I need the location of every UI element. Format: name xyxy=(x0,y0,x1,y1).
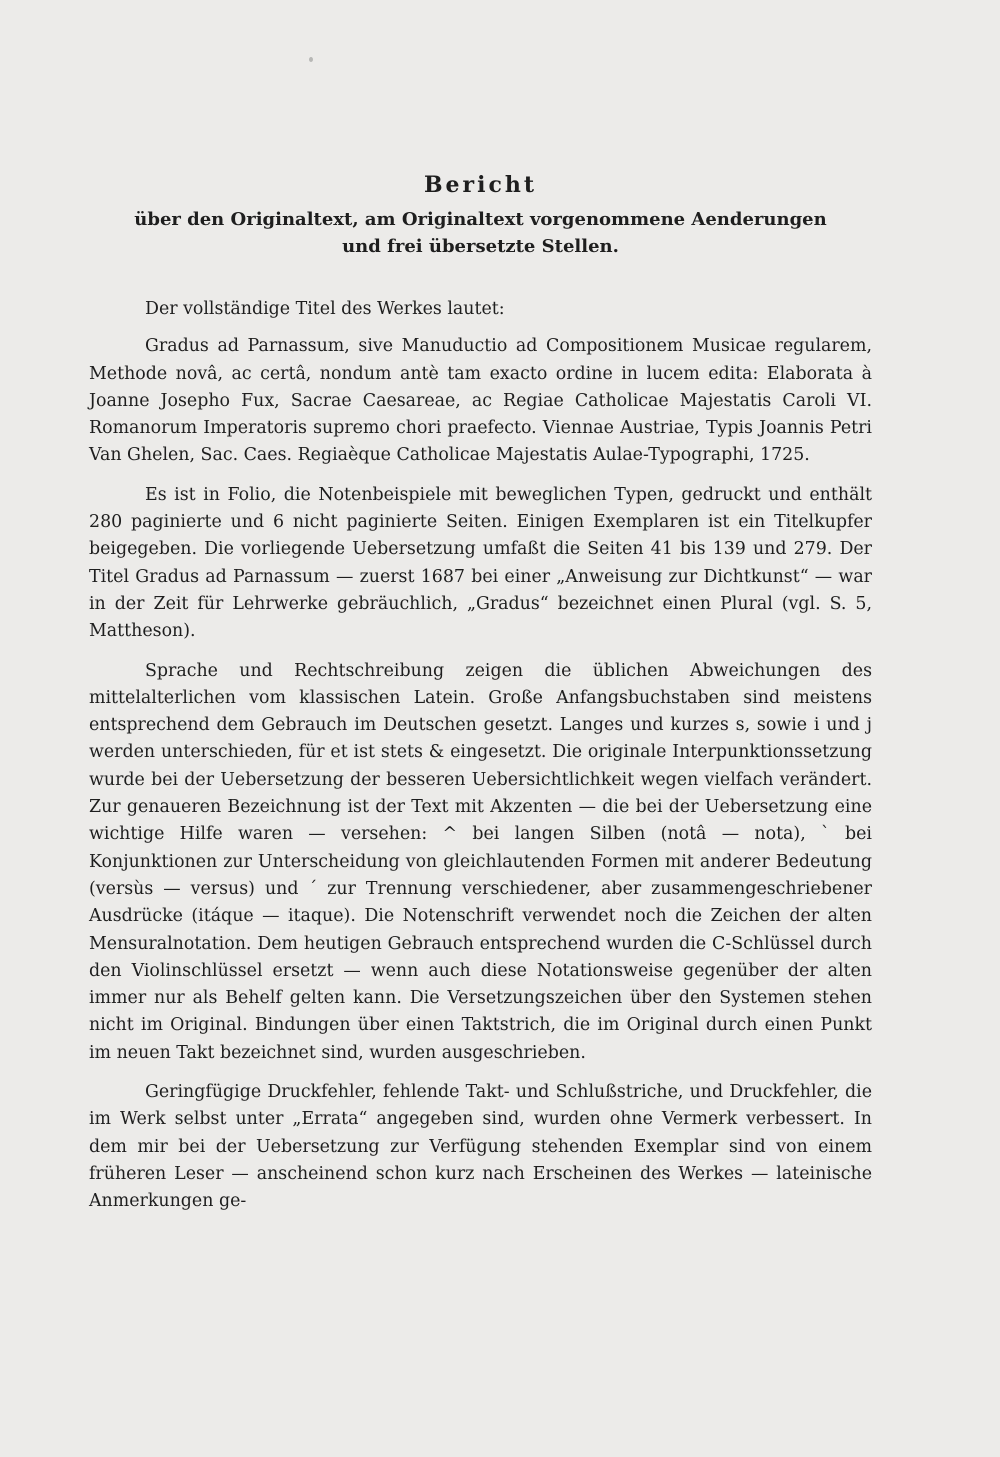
page-heading: Bericht xyxy=(423,172,538,198)
page-subheading xyxy=(89,206,872,260)
report-text xyxy=(89,168,872,1216)
subheading-line-1: über den Originaltext, am Originaltext vorgenommene Aenderungen xyxy=(134,209,827,230)
subheading-line-2: und frei übersetzte Stellen. xyxy=(342,236,619,257)
paragraph-orthography: Sprache und Rechtschreibung zeigen die üblichen Abweichungen des mittelalterlichen vom klassischen Latein. Große Anfangsbuchstaben sind meistens entsprechend dem Gebrauch im Deutschen gesetzt. Langes und kurzes s, sowie i und j werden unterschieden, für et ist stets & eingesetzt. Die originale Interpunktionssetzung wurde bei der Uebersetzung der besseren Uebersichtlichkeit wegen vielfach verändert. Zur genaueren Bezeichnung ist der Text mit Akzenten — die bei der Uebersetzung eine wichtige Hilfe waren — versehen: ^ bei langen Silben (notâ — nota), ` bei Konjunktionen zur Unterscheidung von gleichlautenden Formen mit anderer Bedeutung (versùs — versus) und ´ zur Trennung verschiedener, aber zusammengeschriebener Ausdrücke (itáque — itaque). Die Notenschrift verwendet noch die Zeichen der alten Mensuralnotation. Dem heutigen Gebrauch entsprechend wurden die C-Schlüssel durch den Violinschlüssel ersetzt — wenn auch diese Notationsweise gegenüber der alten immer nur als Behelf gelten kann. Die Versetzungszeichen über den Systemen stehen nicht im Original. Bindungen über einen Taktstrich, die im Original durch einen Punkt im neuen Takt bezeichnet sind, wurden ausgeschrieben. xyxy=(89,660,872,1063)
paragraph-corrections: Geringfügige Druckfehler, fehlende Takt- und Schlußstriche, und Druckfehler, die im Werk selbst unter „Errata“ angegeben sind, wurden ohne Vermerk verbessert. In dem mir bei der Uebersetzung zur Verfügung stehenden Exemplar sind von einem früheren Leser — anscheinend schon kurz nach Erscheinen des Werkes — lateinische Anmerkungen ge- xyxy=(89,1082,872,1212)
paragraph-format: Es ist in Folio, die Notenbeispiele mit beweglichen Typen, gedruckt und enthält 280 paginierte und 6 nicht paginierte Seiten. Einigen Exemplaren ist ein Titelkupfer beigegeben. Die vorliegende Uebersetzung umfaßt die Seiten 41 bis 139 und 279. Der Titel Gradus ad Parnassum — zuerst 1687 bei einer „Anweisung zur Dichtkunst“ — war in der Zeit für Lehrwerke gebräuchlich, „Gradus“ bezeichnet einen Plural (vgl. S. 5, Mattheson). xyxy=(89,484,872,642)
paragraph-title-intro: Der vollständige Titel des Werkes lautet: xyxy=(145,299,505,319)
paragraph-full-title: Gradus ad Parnassum, sive Manuductio ad Compositionem Musicae regularem, Methode novâ, ac certâ, nondum antè tam exacto ordine in lucem edita: Elaborata à Joanne Josepho Fux, Sacrae Caesareae, ac Regiae Catholicae Majestatis Caroli VI. Romanorum Imperatoris supremo chori praefecto. Viennae Austriae, Typis Joannis Petri Van Ghelen, Sac. Caes. Regiaèque Catholicae Majestatis Aulae-Typographi, 1725. xyxy=(89,336,872,466)
paper-speck xyxy=(309,57,313,62)
